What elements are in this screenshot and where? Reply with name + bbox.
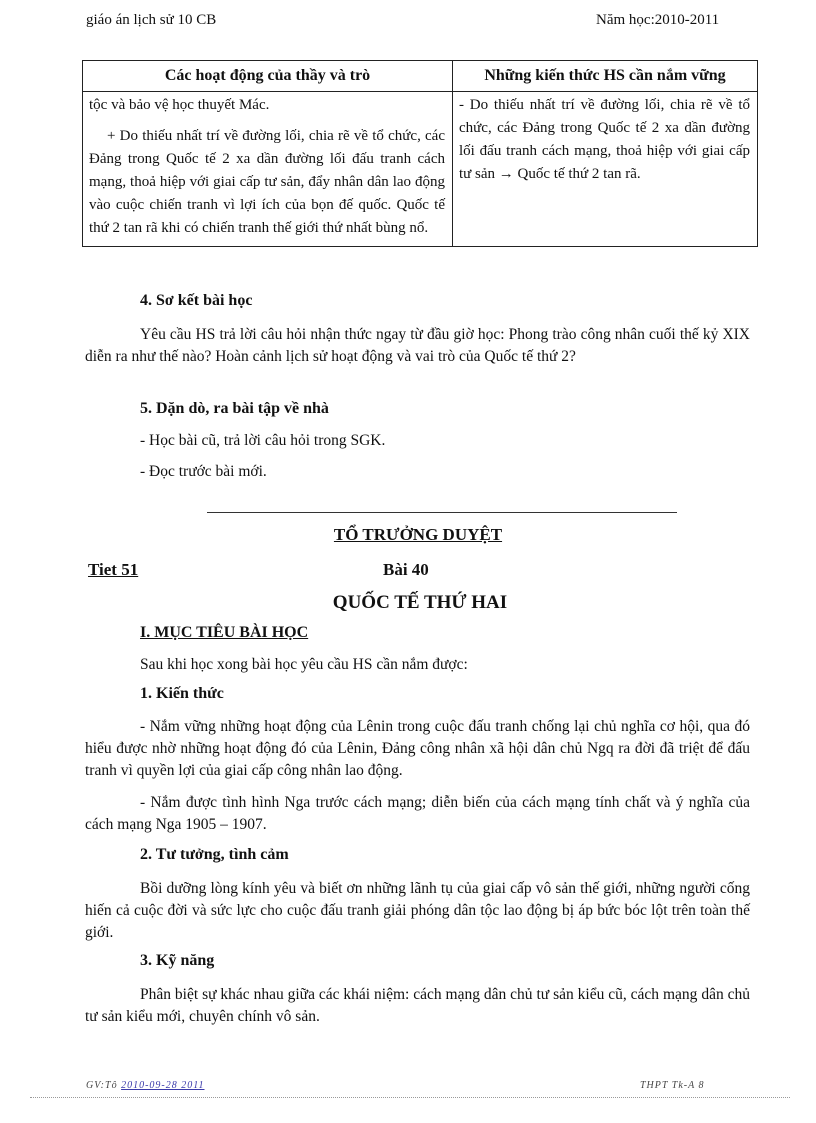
header-school-year: Năm học:2010-2011: [596, 12, 720, 28]
section-summary-text: Yêu cầu HS trả lời câu hỏi nhận thức ngay từ đầu giờ học: Phong trào công nhân cuối thế kỷ XIX diễn ra như thế nào? Hoàn cảnh lịch sử hoạt động và vai trò của Quốc tế thứ 2?: [85, 326, 750, 365]
knowledge-heading: 1. Kiến thức: [140, 685, 224, 702]
section-summary-heading: 4. Sơ kết bài học: [140, 292, 253, 309]
activities-text-2: + Do thiếu nhất trí về đường lối, chia rẽ về tổ chức, các Đảng trong Quốc tế 2 xa dần đường lối đấu tranh cách mạng, thoả hiệp với giai cấp tư sản, đẩy nhân dân lao động vào cuộc chiến tranh vì lợi ích của bọn đế quốc. Quốc tế thứ 2 tan rã khi có chiến tranh thế giới thứ nhất bùng nổ.: [89, 128, 445, 236]
header-subject: giáo án lịch sử 10 CB: [86, 12, 217, 28]
knowledge-paragraph-2: - Nắm được tình hình Nga trước cách mạng; diễn biến của cách mạng tính chất và ý nghĩa của cách mạng Nga 1905 – 1907.: [85, 794, 750, 833]
homework-item-2: - Đọc trước bài mới.: [140, 463, 267, 480]
knowledge-paragraph-1: - Nắm vững những hoạt động của Lênin trong cuộc đấu tranh chống lại chủ nghĩa cơ hội, qua đó hiểu được nhờ những hoạt động đó của Lênin, Đảng công nhân xã hội dân chủ Ngq ra đời đã triệt để đấu tranh vì quyền lợi của giai cấp công nhân lao động.: [85, 718, 750, 779]
thought-heading: 2. Tư tưởng, tình cảm: [140, 846, 289, 863]
skill-paragraph: Phân biệt sự khác nhau giữa các khái niệm: cách mạng dân chủ tư sản kiểu cũ, cách mạng dân chủ tư sản kiểu mới, chuyên chính vô sản.: [85, 986, 750, 1025]
table-header-knowledge: Những kiến thức HS cần nắm vững: [453, 61, 758, 92]
table-header-activities: Các hoạt động của thầy và trò: [83, 61, 453, 92]
footer-link[interactable]: 2010-09-28 2011: [121, 1080, 205, 1091]
objectives-heading: I. MỤC TIÊU BÀI HỌC: [140, 624, 309, 641]
lesson-number: Bài 40: [383, 560, 429, 579]
skill-heading: 3. Kỹ năng: [140, 952, 215, 969]
footer-rule: [30, 1097, 790, 1098]
thought-paragraph: Bồi dưỡng lòng kính yêu và biết ơn những lãnh tụ của giai cấp vô sản thế giới, những người cống hiến cả cuộc đời và sức lực cho cuộc đấu tranh giải phóng dân tộc lao động bị áp bức bóc lột trên toàn thế giới.: [85, 880, 750, 941]
period-label: Tiet 51: [88, 560, 139, 579]
activities-table: [82, 60, 758, 247]
table-cell-knowledge: [453, 92, 758, 247]
lesson-title: QUỐC TẾ THỨ HAI: [332, 592, 508, 613]
activities-text-1: tộc và bảo vệ học thuyết Mác.: [89, 97, 270, 113]
footer-school: THPT Tk-A 8: [640, 1080, 705, 1091]
knowledge-text: - Do thiếu nhất trí về đường lối, chia rẽ về tổ chức, các Đảng trong Quốc tế 2 xa dần đường lối đấu tranh cách mạng, thoả hiệp với giai cấp tư sản → Quốc tế thứ 2 tan rã.: [459, 97, 750, 182]
objectives-intro: Sau khi học xong bài học yêu cầu HS cần nắm được:: [140, 656, 468, 673]
section-homework-heading: 5. Dặn dò, ra bài tập về nhà: [140, 400, 329, 417]
divider-line: [207, 512, 677, 513]
table-cell-activities: [83, 92, 453, 247]
homework-item-1: - Học bài cũ, trả lời câu hỏi trong SGK.: [140, 432, 386, 449]
footer-author: [86, 1080, 205, 1091]
approval-title: TỔ TRƯỞNG DUYỆT: [333, 525, 503, 544]
footer-author-label: GV:Tô: [86, 1080, 118, 1091]
